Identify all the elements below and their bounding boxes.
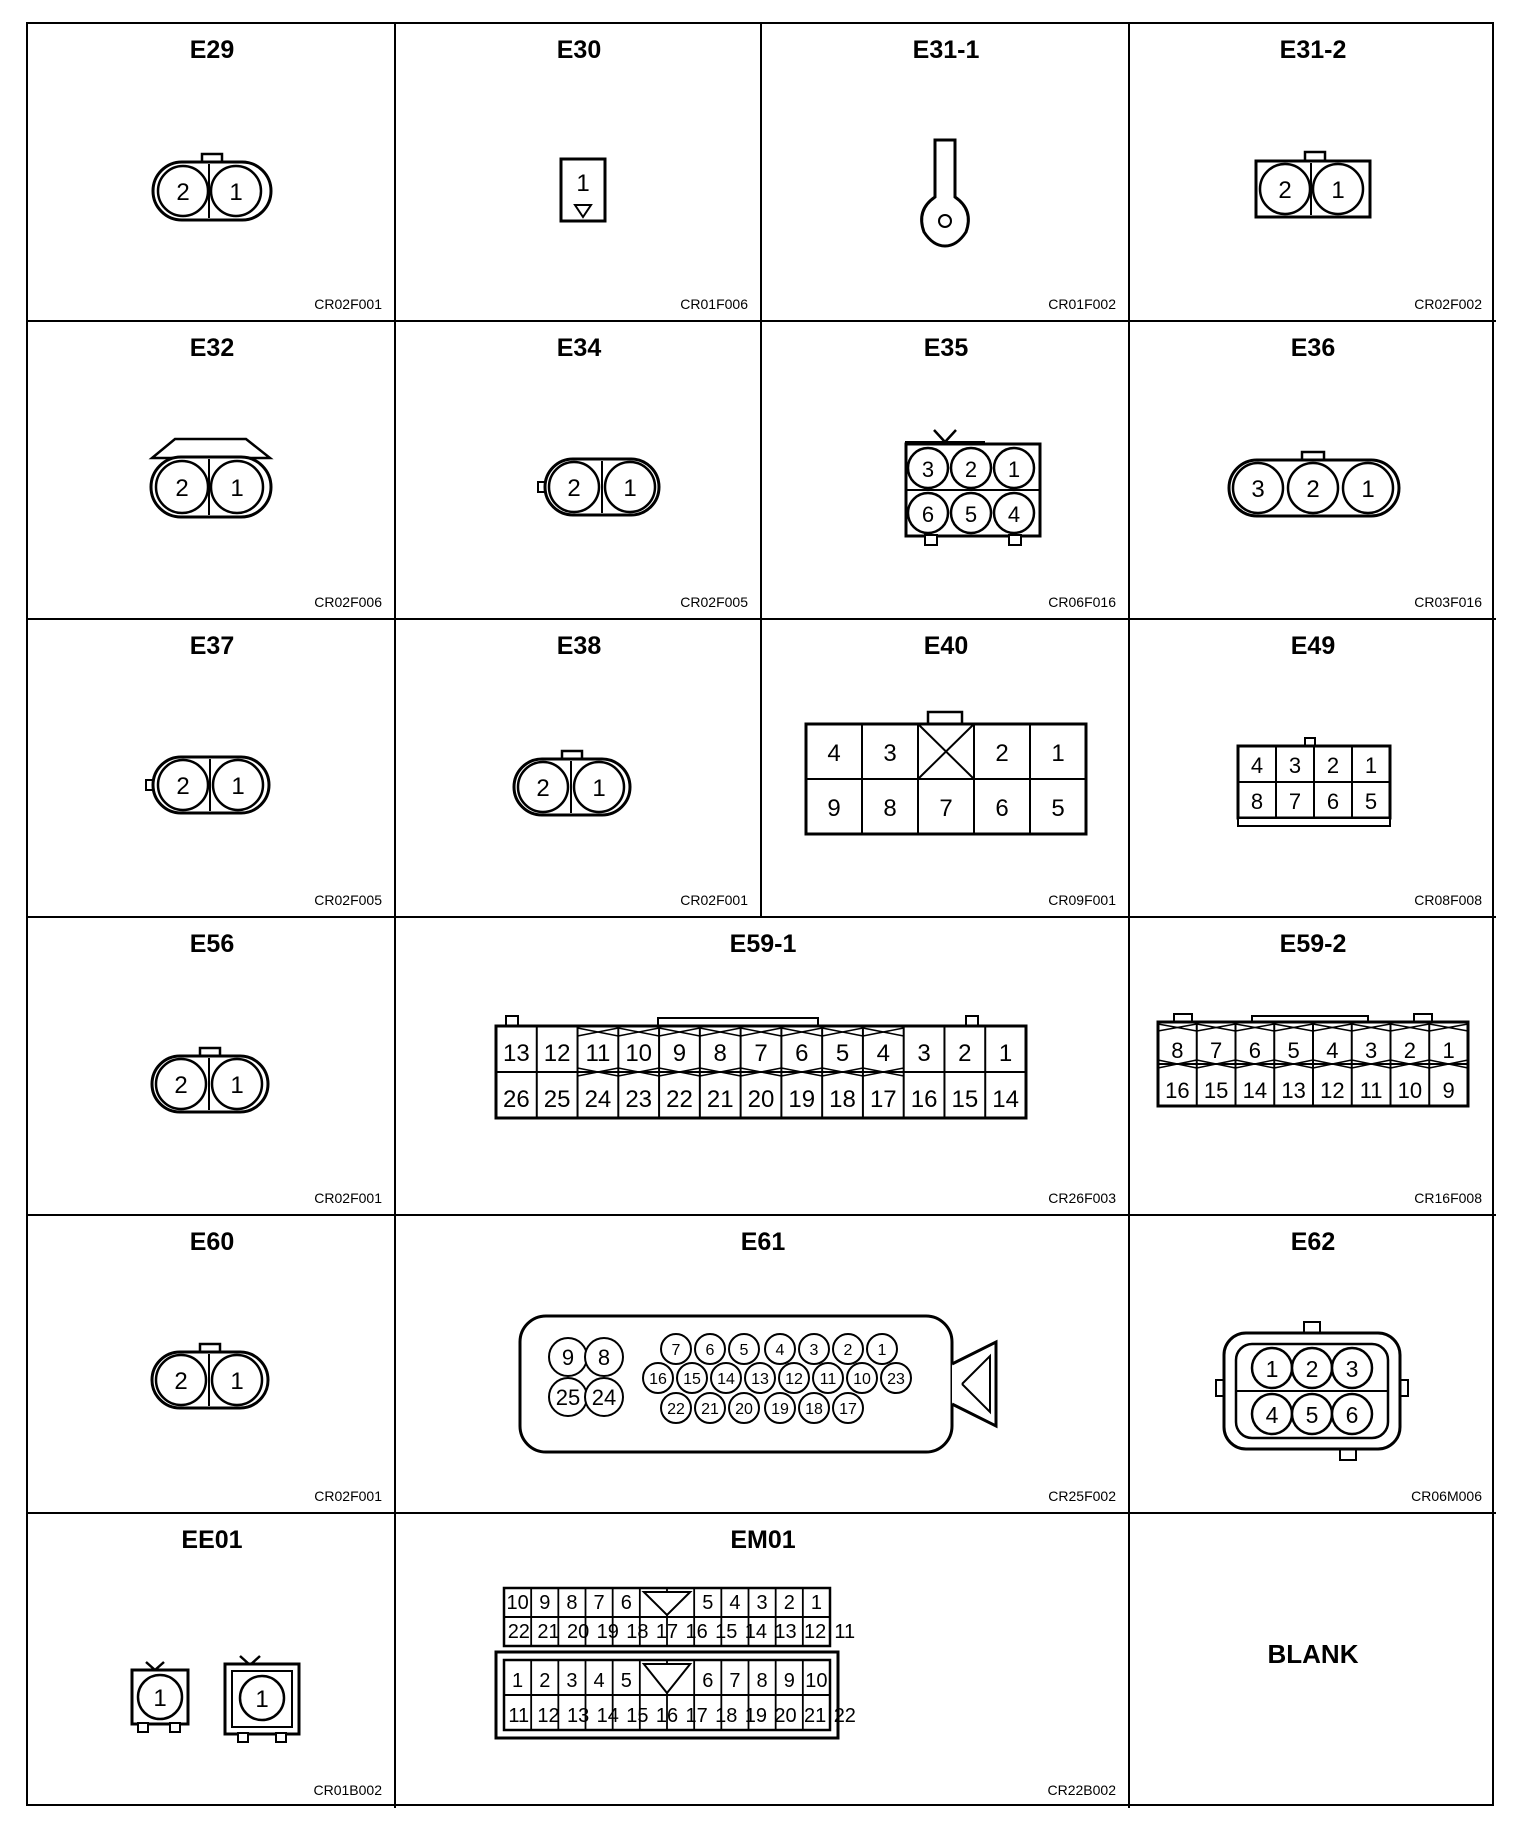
pin-label: 4 [1007,502,1021,527]
pin-label: 1 [1442,1038,1455,1063]
pin-label: 8 [1250,789,1264,814]
pin-label: 3 [1365,1038,1378,1063]
connector-cell-e40 [762,620,1130,918]
pin-label: 1 [153,1685,167,1712]
pin-label: 1 [576,170,590,197]
pin-label: 11 [819,1371,837,1388]
pin-label: 23 [887,1371,905,1388]
part-code: CR02F005 [314,892,382,908]
connector-cell-blank [1130,1514,1496,1808]
pin-label: 6 [995,795,1009,822]
pin-label: 2 [958,1040,972,1067]
pin-label: 25 [543,1086,571,1113]
pin-label: 10 [853,1371,871,1388]
pin-label: 12 [543,1040,571,1067]
pin-label: 4 [827,740,841,767]
pin-label: 7 [754,1040,768,1067]
pin-label: 16 [1165,1078,1190,1103]
connector-cell-e56 [28,918,396,1216]
pin-label: 18 [829,1086,856,1113]
connector-e29-diagram [28,24,396,322]
connector-title: E32 [189,334,235,362]
connector-e31-1-diagram [762,24,1130,322]
pin-label: 7 [1288,789,1302,814]
part-code: CR06F016 [1048,594,1116,610]
pin-label: 14 [717,1371,735,1388]
pin-label: 2 [783,1592,795,1614]
connector-title: E34 [556,334,602,362]
pin-label: 13 [503,1040,530,1067]
connector-e56-diagram [28,918,396,1216]
pin-label: 14 [596,1705,619,1727]
part-code: CR02F006 [314,594,382,610]
pin-label: 6 [1326,789,1340,814]
connector-e38-diagram [396,620,762,918]
pin-label: 1 [1051,740,1065,767]
connector-cell-e31-2 [1130,24,1496,322]
pin-label: 9 [539,1592,551,1614]
connector-e31-2-diagram [1130,24,1496,322]
connector-cell-e31-1 [762,24,1130,322]
pin-label: 6 [795,1040,809,1067]
connector-title: E29 [189,36,235,64]
pin-label: 20 [774,1705,797,1727]
connector-cell-e34 [396,322,762,620]
connector-cell-e62 [1130,1216,1496,1514]
connector-title: E31-1 [912,36,980,64]
pin-label: 2 [964,457,978,482]
pin-label: 24 [591,1385,617,1410]
pin-label: 5 [702,1592,714,1614]
pin-label: 8 [713,1040,727,1067]
pin-label: 8 [883,795,897,822]
pin-label: 1 [1331,177,1345,204]
part-code: CR03F016 [1414,594,1482,610]
pin-label: 2 [567,475,581,502]
pin-label: 19 [596,1621,619,1643]
part-code: CR08F008 [1414,892,1482,908]
connector-e62-diagram [1130,1216,1496,1514]
grid-divider [28,618,1496,620]
connector-e61-diagram [396,1216,1130,1514]
grid-divider [28,1214,1496,1216]
pin-label: 9 [672,1040,687,1067]
pin-label: 24 [584,1086,612,1113]
pin-label: 22 [667,1401,685,1418]
pin-label: 18 [715,1705,738,1727]
pin-label: 21 [701,1401,719,1418]
connector-title: E38 [556,632,602,660]
part-code: CR02F001 [680,892,748,908]
pin-label: 21 [706,1086,734,1113]
connector-e40-diagram [762,620,1130,918]
connector-e61-pins [549,1334,911,1423]
pin-label: 14 [992,1086,1019,1113]
pin-label: 2 [843,1342,853,1359]
connector-e34-diagram [396,322,762,620]
part-code: CR02F001 [314,1190,382,1206]
connector-cell-e37 [28,620,396,918]
connector-em01-upper-block [504,1588,855,1646]
pin-label: 8 [566,1592,578,1614]
pin-label: 22 [833,1705,856,1727]
grid-divider [28,1512,1496,1514]
connector-e35-diagram [762,322,1130,620]
pin-label: 4 [1265,1402,1279,1428]
pin-label: 4 [1326,1038,1339,1063]
connector-cell-e60 [28,1216,396,1514]
pin-label: 1 [512,1670,524,1692]
pin-label: 10 [1397,1078,1423,1103]
pin-label: 12 [785,1371,803,1388]
pin-label: 10 [506,1592,529,1614]
connector-title: EE01 [181,1526,243,1554]
part-code: CR25F002 [1048,1488,1116,1504]
pin-label: 1 [229,179,243,206]
pin-label: 19 [788,1086,816,1113]
connector-em01-diagram [396,1514,1130,1808]
pin-label: 9 [827,795,841,822]
pin-label: 16 [655,1705,679,1727]
pin-label: 4 [775,1342,785,1359]
connector-cell-e38 [396,620,762,918]
pin-label: 6 [921,502,935,527]
pin-label: 2 [174,1072,188,1099]
connector-em01-lower-block [496,1652,856,1738]
part-code: CR02F001 [314,296,382,312]
pin-label: 11 [508,1705,530,1727]
pin-label: 6 [620,1592,632,1614]
pin-label: 6 [1248,1038,1261,1063]
pin-label: 6 [702,1670,714,1692]
pin-label: 4 [593,1670,605,1692]
pin-label: 26 [503,1086,530,1113]
pin-label: 3 [1345,1356,1359,1382]
pin-label: 1 [592,775,606,802]
connector-title: E30 [556,36,602,64]
pin-label: 22 [666,1086,693,1113]
pin-label: 5 [1051,795,1065,822]
pin-label: 7 [1210,1038,1223,1063]
blank-label: BLANK [1267,1639,1359,1669]
connector-ee01-diagram [28,1514,396,1808]
pin-label: 2 [536,775,550,802]
pin-label: 3 [1288,753,1302,778]
pin-label: 3 [566,1670,578,1692]
pin-label: 21 [804,1705,827,1727]
pin-label: 17 [839,1401,857,1418]
connector-cell-e59-1 [396,918,1130,1216]
pin-label: 8 [756,1670,768,1692]
pin-label: 5 [835,1040,850,1067]
pin-label: 3 [917,1040,931,1067]
pin-label: 13 [566,1705,590,1727]
pin-label: 7 [729,1670,741,1692]
pin-label: 16 [910,1086,938,1113]
pin-label: 5 [964,502,978,527]
pin-label: 18 [805,1401,823,1418]
pin-label: 8 [1171,1038,1184,1063]
pin-label: 17 [655,1621,679,1643]
pin-label: 5 [1287,1038,1300,1063]
connector-title: E59-1 [729,930,797,958]
pin-label: 2 [995,740,1009,767]
pin-label: 14 [744,1621,768,1643]
grid-divider [28,320,1496,322]
part-code: CR01F006 [680,296,748,312]
grid-divider [28,916,1496,918]
pin-label: 16 [685,1621,708,1643]
part-code: CR01F002 [1048,296,1116,312]
connector-cell-e35 [762,322,1130,620]
pin-label: 10 [625,1040,653,1067]
connector-cell-e32 [28,322,396,620]
pin-label: 1 [255,1686,269,1713]
pin-label: 15 [683,1371,701,1388]
part-code: CR26F003 [1048,1190,1116,1206]
pin-label: 3 [883,740,897,767]
pin-label: 6 [1345,1402,1359,1428]
pin-label: 8 [597,1345,611,1370]
connector-cell-e29 [28,24,396,322]
pin-label: 2 [176,179,190,206]
pin-label: 21 [537,1621,560,1643]
connector-e36-diagram [1130,322,1496,620]
part-code: CR22B002 [1047,1782,1116,1798]
pin-label: 2 [1403,1038,1416,1063]
connector-e30-diagram [396,24,762,322]
pin-label: 19 [744,1705,768,1727]
connector-title: E60 [189,1228,235,1256]
pin-label: 1 [1361,476,1375,503]
pin-label: 13 [1281,1078,1306,1103]
pin-label: 2 [176,773,190,800]
pin-label: 15 [715,1621,738,1643]
connector-title: E40 [923,632,969,660]
pin-label: 3 [921,457,935,482]
connector-title: E61 [740,1228,786,1256]
pin-label: 5 [1305,1402,1319,1428]
pin-label: 14 [1242,1078,1268,1103]
pin-label: 9 [561,1345,575,1370]
pin-label: 1 [230,1072,244,1099]
pin-label: 13 [774,1621,797,1643]
part-code: CR16F008 [1414,1190,1482,1206]
pin-label: 11 [834,1621,856,1643]
part-code: CR02F002 [1414,296,1482,312]
connector-cell-em01 [396,1514,1130,1808]
pin-label: 20 [566,1621,590,1643]
connector-title: E56 [189,930,235,958]
connector-title: E62 [1290,1228,1336,1256]
connector-e59-1-diagram [396,918,1130,1216]
pin-label: 2 [1278,177,1292,204]
connector-cell-e49 [1130,620,1496,918]
pin-label: 2 [1326,753,1340,778]
pin-label: 20 [735,1401,753,1418]
pin-label: 1 [877,1342,887,1359]
pin-label: 17 [685,1705,708,1727]
connector-e32-diagram [28,322,396,620]
connector-title: E36 [1290,334,1336,362]
pin-label: 9 [1442,1078,1455,1103]
part-code: CR09F001 [1048,892,1116,908]
pin-label: 17 [869,1086,897,1113]
pin-label: 12 [537,1705,560,1727]
connector-title: E37 [189,632,235,660]
connector-e60-diagram [28,1216,396,1514]
pin-label: 15 [951,1086,979,1113]
connector-cell-ee01 [28,1514,396,1808]
pin-label: 25 [555,1385,581,1410]
pin-label: 7 [593,1592,605,1614]
pin-label: 7 [939,795,953,822]
grid-divider [760,620,762,918]
pin-label: 5 [620,1670,632,1692]
pin-label: 16 [649,1371,667,1388]
connector-e49-diagram [1130,620,1496,918]
pin-label: 23 [625,1086,653,1113]
pin-label: 22 [507,1621,530,1643]
pin-label: 4 [729,1592,741,1614]
pin-label: 1 [623,475,637,502]
pin-label: 3 [809,1342,819,1359]
pin-label: 19 [771,1401,789,1418]
grid-divider [760,322,762,620]
pin-label: 15 [1203,1078,1229,1103]
connector-e37-diagram [28,620,396,918]
connector-e59-2-diagram [1130,918,1496,1216]
part-code: CR01B002 [313,1782,382,1798]
part-code: CR02F005 [680,594,748,610]
part-code: CR02F001 [314,1488,382,1504]
pin-label: 7 [671,1342,681,1359]
pin-label: 2 [1305,1356,1319,1382]
connector-grid [26,22,1494,1806]
pin-label: 6 [705,1342,715,1359]
pin-label: 2 [175,475,189,502]
pin-label: 2 [539,1670,551,1692]
pin-label: 12 [804,1621,827,1643]
pin-label: 11 [1359,1078,1383,1103]
pin-label: 20 [747,1086,775,1113]
connector-title: E49 [1290,632,1336,660]
pin-label: 12 [1320,1078,1345,1103]
connector-title: EM01 [730,1526,796,1554]
pin-label: 2 [174,1368,188,1395]
pin-label: 15 [626,1705,649,1727]
pin-label: 5 [739,1342,749,1359]
pin-label: 2 [1306,476,1320,503]
connector-title: E59-2 [1279,930,1347,958]
pin-label: 4 [1250,753,1264,778]
connector-title: E35 [923,334,969,362]
part-code: CR06M006 [1411,1488,1482,1504]
pin-label: 13 [751,1371,769,1388]
pin-label: 10 [805,1670,828,1692]
pin-label: 4 [876,1040,890,1067]
pin-label: 1 [1364,753,1378,778]
pin-label: 1 [1007,457,1021,482]
pin-label: 1 [231,773,245,800]
pin-label: 3 [756,1592,768,1614]
pin-label: 1 [230,1368,244,1395]
pin-label: 9 [783,1670,795,1692]
grid-divider [760,24,762,322]
pin-label: 11 [585,1040,611,1067]
connector-cell-e59-2 [1130,918,1496,1216]
connector-cell-e36 [1130,322,1496,620]
pin-label: 5 [1364,789,1378,814]
connector-title: E31-2 [1279,36,1347,64]
pin-label: 1 [810,1592,822,1614]
connector-cell-e61 [396,1216,1130,1514]
pin-label: 1 [998,1040,1013,1067]
pin-label: 3 [1251,476,1265,503]
connector-cell-e30 [396,24,762,322]
pin-label: 1 [230,475,244,502]
pin-label: 18 [626,1621,649,1643]
pin-label: 1 [1265,1356,1279,1382]
